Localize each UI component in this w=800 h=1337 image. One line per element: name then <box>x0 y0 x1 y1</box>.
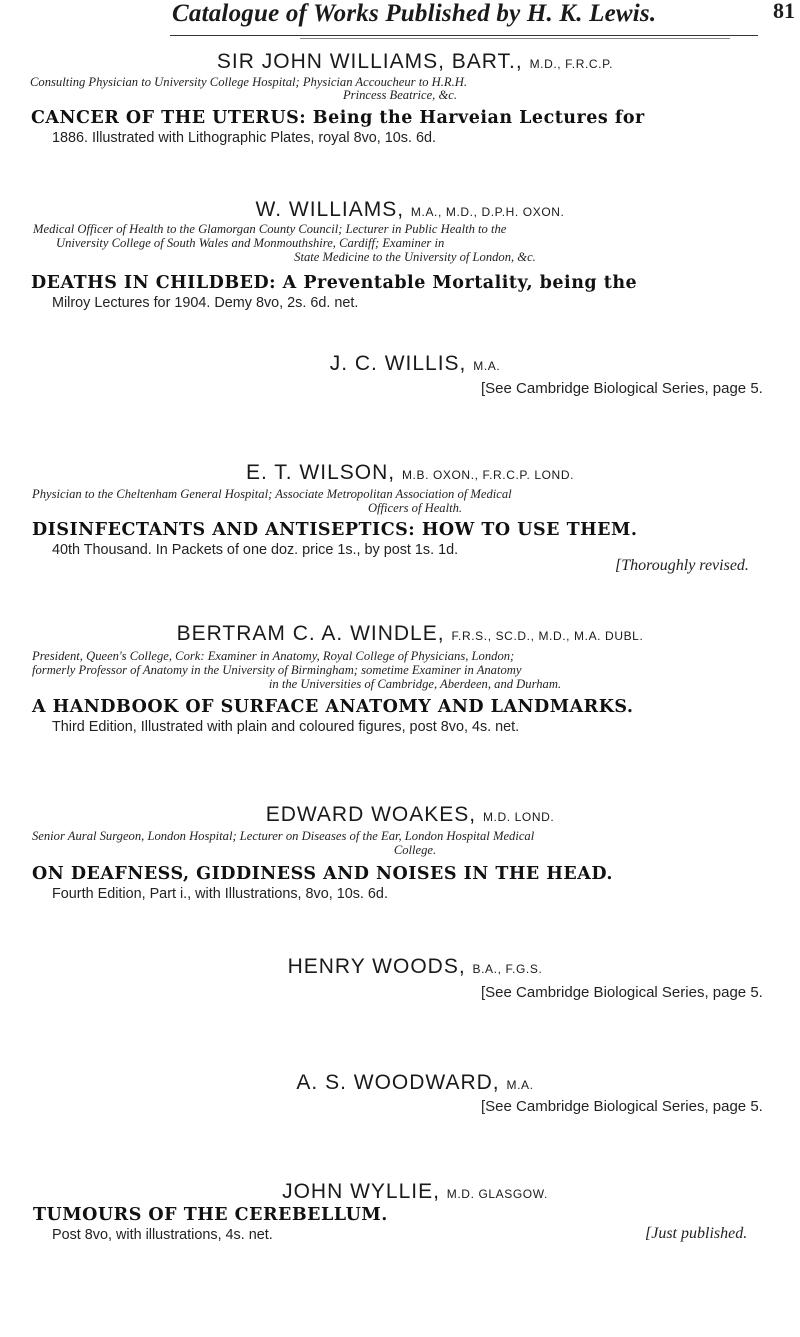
work-title: DEATHS IN CHILDBED: A Preventable Mortality, being the <box>31 273 638 293</box>
header-rule-secondary <box>300 38 730 39</box>
author-name: EDWARD WOAKES, <box>265 803 477 826</box>
cross-reference: [See Cambridge Biological Series, page 5. <box>481 984 763 1001</box>
author-description: University College of South Wales and Monmouthshire, Cardiff; Examiner in <box>56 236 445 250</box>
author-description: Consulting Physician to University College Hospital; Physician Accoucheur to H.R.H. <box>30 75 467 89</box>
work-details: 40th Thousand. In Packets of one doz. price 1s., by post 1s. 1d. <box>52 542 459 558</box>
running-header-title: Catalogue of Works Published by H. K. Lewis. <box>172 0 657 27</box>
author-description: Senior Aural Surgeon, London Hospital; Lecturer on Diseases of the Ear, London Hospital Medical <box>32 829 535 843</box>
author-name: SIR JOHN WILLIAMS, BART., <box>216 50 523 73</box>
author-heading <box>0 955 800 979</box>
author-name: A. S. WOODWARD, <box>296 1071 500 1094</box>
author-description: formerly Professor of Anatomy in the University of Birmingham; sometime Examiner in Anatomy <box>32 663 522 677</box>
author-heading <box>0 198 800 222</box>
cross-reference: [See Cambridge Biological Series, page 5. <box>481 1098 763 1115</box>
work-details: Milroy Lectures for 1904. Demy 8vo, 2s. 6d. net. <box>52 295 359 311</box>
author-degrees: M.B. OXON., F.R.C.P. LOND. <box>401 468 575 482</box>
work-details: Fourth Edition, Part i., with Illustrations, 8vo, 10s. 6d. <box>52 886 388 902</box>
author-heading <box>0 622 800 646</box>
author-heading <box>0 803 800 827</box>
author-description: Princess Beatrice, &c. <box>342 88 457 102</box>
author-degrees: M.D. GLASGOW. <box>446 1187 548 1201</box>
work-title: CANCER OF THE UTERUS: Being the Harveian Lectures for <box>31 108 645 128</box>
author-description: Physician to the Cheltenham General Hospital; Associate Metropolitan Association of Medical <box>32 487 512 501</box>
author-description: Medical Officer of Health to the Glamorgan County Council; Lecturer in Public Health to the <box>33 222 507 236</box>
work-title: TUMOURS OF THE CEREBELLUM. <box>33 1205 388 1225</box>
author-degrees: M.A. <box>506 1078 534 1092</box>
work-title: A HANDBOOK OF SURFACE ANATOMY AND LANDMARKS. <box>32 697 634 717</box>
author-description: College. <box>393 843 437 857</box>
edition-note: [Just published. <box>645 1225 748 1242</box>
author-name: W. WILLIAMS, <box>255 198 405 221</box>
author-heading <box>0 461 800 485</box>
author-heading <box>0 352 800 376</box>
page-number: 81 <box>773 0 795 23</box>
header-rule <box>170 35 758 36</box>
author-description: in the Universities of Cambridge, Aberdeen, and Durham. <box>268 677 562 691</box>
author-description: State Medicine to the University of London, &c. <box>294 250 536 264</box>
author-heading <box>0 1180 800 1204</box>
author-name: J. C. WILLIS, <box>329 352 467 375</box>
author-degrees: F.R.S., SC.D., M.D., M.A. DUBL. <box>451 629 644 643</box>
author-name: JOHN WYLLIE, <box>282 1180 440 1203</box>
author-description: President, Queen's College, Cork: Examiner in Anatomy, Royal College of Physicians, London; <box>32 649 515 663</box>
author-degrees: M.A., M.D., D.P.H. OXON. <box>410 205 565 219</box>
edition-note: [Thoroughly revised. <box>615 557 749 574</box>
author-name: E. T. WILSON, <box>245 461 396 484</box>
author-heading <box>0 1071 800 1095</box>
author-description: Officers of Health. <box>367 501 463 515</box>
author-degrees: M.D., F.R.C.P. <box>529 57 614 71</box>
author-name: HENRY WOODS, <box>287 955 466 978</box>
work-title: DISINFECTANTS AND ANTISEPTICS: HOW TO USE THEM. <box>32 520 638 540</box>
author-name: BERTRAM C. A. WINDLE, <box>176 622 445 645</box>
work-details: 1886. Illustrated with Lithographic Plates, royal 8vo, 10s. 6d. <box>52 130 436 146</box>
author-degrees: B.A., F.G.S. <box>472 962 543 976</box>
author-heading <box>0 50 800 74</box>
work-details: Post 8vo, with illustrations, 4s. net. <box>52 1227 273 1243</box>
cross-reference: [See Cambridge Biological Series, page 5. <box>481 380 763 397</box>
author-degrees: M.D. LOND. <box>482 810 555 824</box>
work-title: ON DEAFNESS, GIDDINESS AND NOISES IN THE HEAD. <box>32 864 613 884</box>
author-degrees: M.A. <box>473 359 501 373</box>
work-details: Third Edition, Illustrated with plain and coloured figures, post 8vo, 4s. net. <box>52 719 520 735</box>
